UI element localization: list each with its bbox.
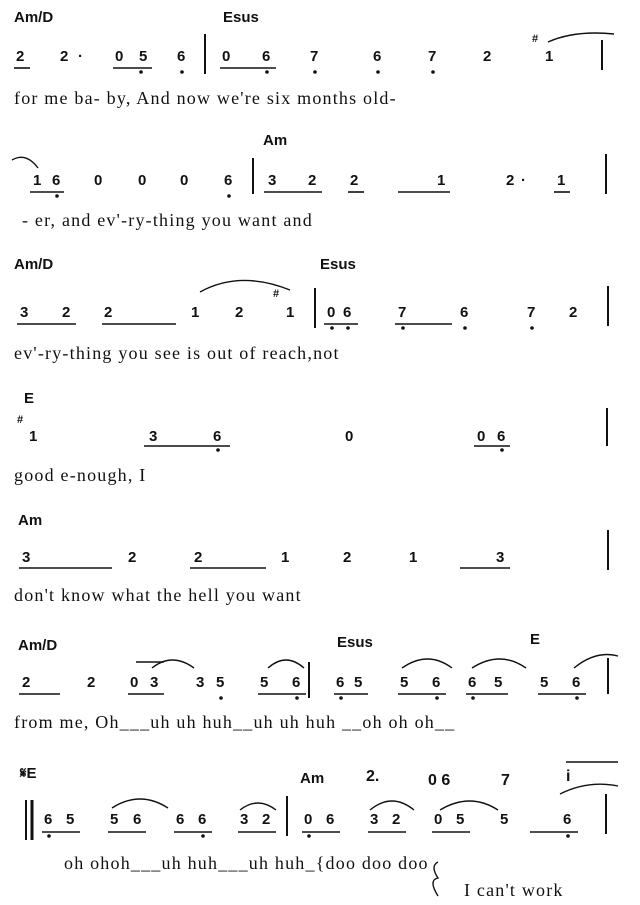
note: 3 bbox=[196, 674, 205, 691]
note: 0 bbox=[345, 428, 354, 445]
note: 5 bbox=[139, 48, 148, 65]
note: 1 bbox=[281, 549, 290, 566]
note: 6 bbox=[460, 304, 469, 321]
note: 3 bbox=[240, 811, 249, 828]
note: 5 bbox=[260, 674, 269, 691]
sharp-sign: # bbox=[273, 288, 280, 300]
note: 6 bbox=[468, 674, 477, 691]
note: 6 bbox=[326, 811, 335, 828]
sharp-sign: # bbox=[17, 414, 24, 426]
score-mark: i bbox=[566, 768, 571, 785]
note: 7 bbox=[398, 304, 407, 321]
note: 2 bbox=[16, 48, 25, 65]
lyric-line: from me, Oh___uh uh huh__uh uh huh __oh oh oh__ bbox=[14, 712, 456, 732]
note: 3 bbox=[268, 172, 277, 189]
note: 3 bbox=[20, 304, 29, 321]
note: 0 bbox=[180, 172, 189, 189]
note: 6 bbox=[176, 811, 185, 828]
note: 6 bbox=[44, 811, 53, 828]
note: 2 bbox=[128, 549, 137, 566]
note: 0 bbox=[304, 811, 313, 828]
chord-label: E bbox=[530, 631, 541, 648]
lyric-line: - er, and ev'-ry-thing you want and bbox=[22, 210, 313, 230]
chord-label: Am bbox=[18, 512, 43, 529]
note: 1 bbox=[557, 172, 566, 189]
note: 1 bbox=[286, 304, 295, 321]
note: 1 bbox=[29, 428, 38, 445]
chord-label: Esus bbox=[223, 9, 259, 26]
note: 6 bbox=[343, 304, 352, 321]
note: 2 bbox=[350, 172, 359, 189]
note: 5 bbox=[540, 674, 549, 691]
note: 6 bbox=[198, 811, 207, 828]
note: 6 bbox=[432, 674, 441, 691]
note: 6 bbox=[177, 48, 186, 65]
note: 2 bbox=[22, 674, 31, 691]
note: 5 bbox=[354, 674, 363, 691]
note: 6 bbox=[572, 674, 581, 691]
score-mark: 7 bbox=[501, 772, 510, 789]
score-mark: 0 6 bbox=[428, 772, 451, 789]
note: 2 bbox=[392, 811, 401, 828]
note: 0 bbox=[130, 674, 139, 691]
note: 5 bbox=[456, 811, 465, 828]
chord-label: Am/D bbox=[14, 9, 54, 26]
note: 6 bbox=[213, 428, 222, 445]
note: 0 bbox=[115, 48, 124, 65]
note: 3 bbox=[22, 549, 31, 566]
chord-label: E bbox=[24, 390, 35, 407]
note: 0 bbox=[434, 811, 443, 828]
note: 3 bbox=[370, 811, 379, 828]
lyric-line: ev'-ry-thing you see is out of reach,not bbox=[14, 343, 340, 363]
octave-dots bbox=[47, 70, 579, 838]
note: 5 bbox=[400, 674, 409, 691]
note: 6 bbox=[224, 172, 233, 189]
segno-chord-label: 𝄋E bbox=[20, 765, 37, 782]
note: 2 bbox=[262, 811, 271, 828]
lyric-line: oh ohoh___uh huh___uh huh_{doo doo doo bbox=[64, 853, 429, 873]
note: 3 bbox=[150, 674, 159, 691]
note: 5 bbox=[494, 674, 503, 691]
sharp-sign: # bbox=[532, 33, 539, 45]
note: 6 bbox=[373, 48, 382, 65]
lyric-line: I can't work bbox=[464, 880, 564, 900]
note: 5 bbox=[216, 674, 225, 691]
note: 3 bbox=[496, 549, 505, 566]
note: 2 bbox=[235, 304, 244, 321]
chord-label: Am/D bbox=[18, 637, 58, 654]
note: 7 bbox=[310, 48, 319, 65]
note: 5 bbox=[66, 811, 75, 828]
note: 1 bbox=[545, 48, 554, 65]
note: 7 bbox=[428, 48, 437, 65]
note: 2 bbox=[569, 304, 578, 321]
note: 2 bbox=[343, 549, 352, 566]
note: 6 bbox=[262, 48, 271, 65]
note: 5 bbox=[110, 811, 119, 828]
note: 1 bbox=[409, 549, 418, 566]
note: 2 bbox=[506, 172, 515, 189]
chord-label: Am bbox=[263, 132, 288, 149]
lyric-line: good e-nough, I bbox=[14, 465, 147, 485]
note: 1 bbox=[191, 304, 200, 321]
note: · bbox=[521, 172, 526, 189]
note: 6 bbox=[497, 428, 506, 445]
note: 0 bbox=[94, 172, 103, 189]
note: 0 bbox=[477, 428, 486, 445]
note: 6 bbox=[563, 811, 572, 828]
bar-lines bbox=[26, 34, 608, 840]
ties-slurs bbox=[12, 33, 618, 896]
chord-label: Am bbox=[300, 770, 325, 787]
note: 7 bbox=[527, 304, 536, 321]
note: 2 bbox=[62, 304, 71, 321]
note: 0 bbox=[327, 304, 336, 321]
note: 0 bbox=[138, 172, 147, 189]
note: · bbox=[78, 48, 83, 65]
chord-label: Esus bbox=[337, 634, 373, 651]
note: 6 bbox=[336, 674, 345, 691]
note: 3 bbox=[149, 428, 158, 445]
note: 0 bbox=[222, 48, 231, 65]
lyric-line: for me ba- by, And now we're six months old- bbox=[14, 88, 397, 108]
chord-label: Am/D bbox=[14, 256, 54, 273]
chord-label: Esus bbox=[320, 256, 356, 273]
note: 2 bbox=[194, 549, 203, 566]
note: 2 bbox=[308, 172, 317, 189]
note: 5 bbox=[500, 811, 509, 828]
volta-mark: 2. bbox=[366, 768, 380, 785]
note: 2 bbox=[60, 48, 69, 65]
lyric-line: don't know what the hell you want bbox=[14, 585, 302, 605]
note: 6 bbox=[133, 811, 142, 828]
note: 2 bbox=[104, 304, 113, 321]
note: 6 bbox=[292, 674, 301, 691]
note: 2 bbox=[483, 48, 492, 65]
note: 1 bbox=[437, 172, 446, 189]
note: 6 bbox=[52, 172, 61, 189]
note: 2 bbox=[87, 674, 96, 691]
note: 1 bbox=[33, 172, 42, 189]
